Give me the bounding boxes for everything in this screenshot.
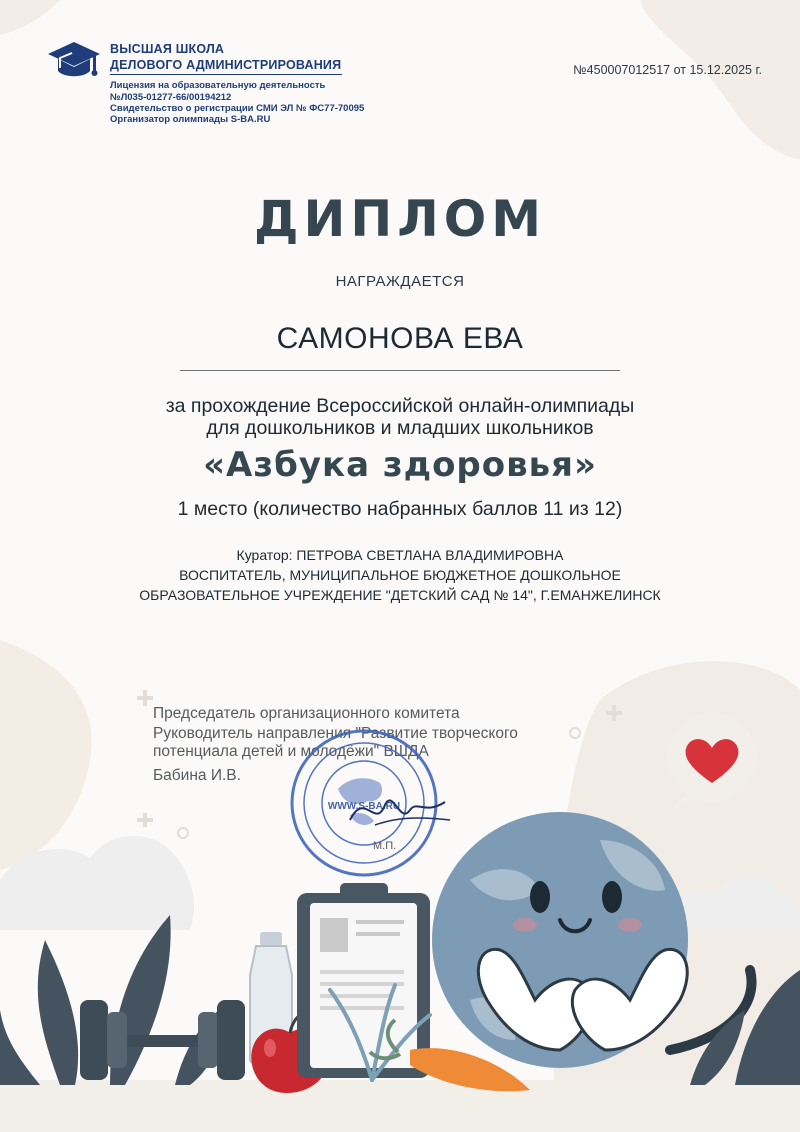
- top-left-blob: [0, 0, 60, 35]
- ground: [0, 1080, 800, 1132]
- curator-line1: Куратор: ПЕТРОВА СВЕТЛАНА ВЛАДИМИРОВНА: [236, 547, 564, 563]
- stamp-center-text: WWW.S-BA.RU: [327, 801, 401, 812]
- dumbbell-icon: [80, 1000, 245, 1080]
- clipboard-icon: [297, 883, 430, 1078]
- curator-line3: ОБРАЗОВАТЕЛЬНОЕ УЧРЕЖДЕНИЕ "ДЕТСКИЙ САД № 14", Г.ЕМАНЖЕЛИНСК: [139, 587, 661, 603]
- curator-line2: ВОСПИТАТЕЛЬ, МУНИЦИПАЛЬНОЕ БЮДЖЕТНОЕ ДОШКОЛЬНОЕ: [179, 567, 621, 583]
- signature-position-line2: Руководитель направления "Развитие творческого: [153, 725, 518, 742]
- awarded-label: НАГРАЖДАЕТСЯ: [335, 273, 465, 290]
- olympiad-name: «Азбука здоровья»: [203, 445, 597, 485]
- diploma-title: ДИПЛОМ: [253, 190, 546, 248]
- name-underline: [180, 370, 620, 371]
- reason-line1: за прохождение Всероссийской онлайн-олимпиады: [165, 395, 635, 417]
- org-divider: [110, 74, 342, 75]
- left-cloud: [0, 836, 194, 930]
- signature-position-line3: потенциала детей и молодёжи" ВШДА: [153, 743, 429, 760]
- media-certificate: Свидетельство о регистрации СМИ ЭЛ № ФС77-70095: [110, 103, 365, 114]
- signature-position-line1: Председатель организационного комитета: [153, 705, 460, 722]
- heart-bubble-icon: [667, 712, 757, 812]
- recipient-name: САМОНОВА ЕВА: [276, 322, 524, 355]
- license-text: Лицензия на образовательную деятельность: [110, 80, 326, 91]
- leaves-right: [690, 970, 800, 1085]
- signatory-name: Бабина И.В.: [153, 767, 241, 784]
- license-number: №Л035-01277-66/00194212: [110, 92, 232, 103]
- org-name-line1: ВЫСШАЯ ШКОЛА: [110, 42, 225, 56]
- organizer-text: Организатор олимпиады S-BA.RU: [110, 114, 271, 125]
- reason-line2: для дошкольников и младших школьников: [206, 417, 594, 439]
- seal-place-label: М.П.: [373, 840, 397, 852]
- document-number: №450007012517 от 15.12.2025 г.: [573, 63, 762, 77]
- result-text: 1 место (количество набранных баллов 11 из 12): [177, 498, 623, 520]
- top-right-blob: [640, 0, 800, 160]
- graduation-cap-icon: [46, 38, 102, 86]
- handwritten-signature: [345, 780, 455, 840]
- org-name-line2: ДЕЛОВОГО АДМИНИСТРИРОВАНИЯ: [110, 58, 342, 72]
